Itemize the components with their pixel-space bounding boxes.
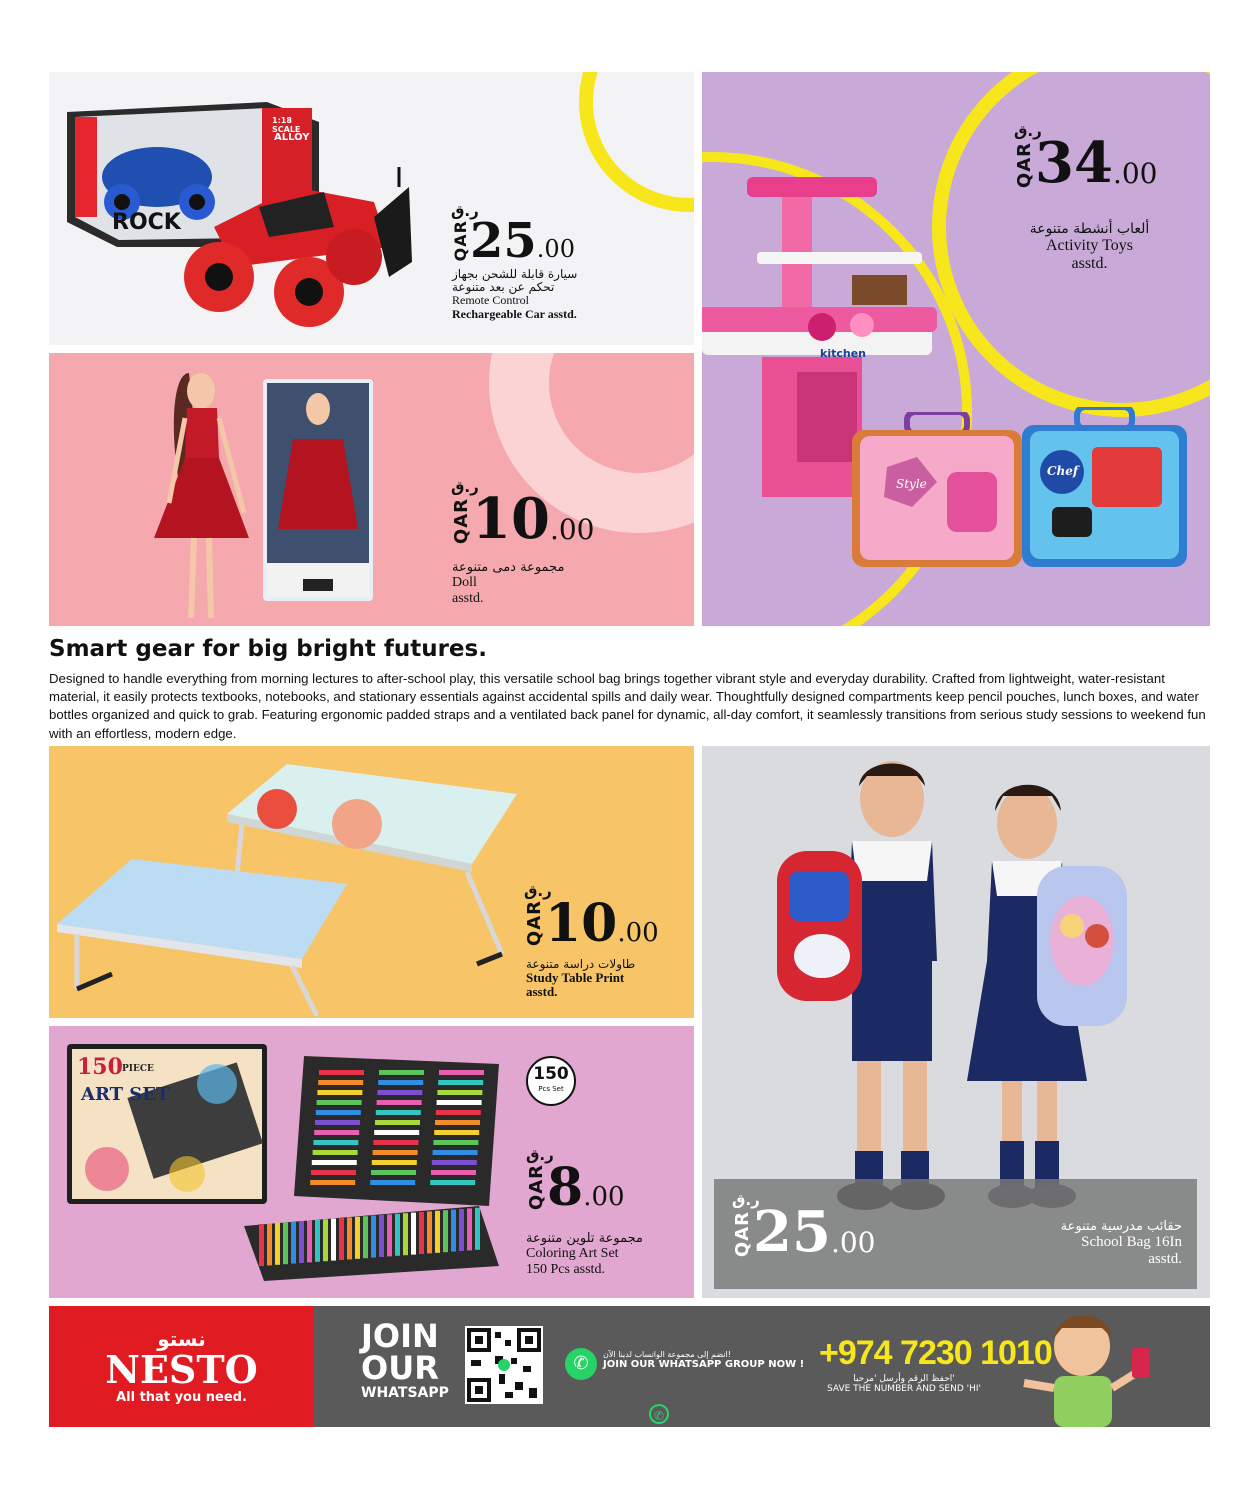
product-card-school-bag[interactable] bbox=[702, 746, 1210, 1298]
product-card-art-set[interactable] bbox=[49, 1026, 694, 1298]
marker bbox=[436, 1110, 481, 1115]
price-currency-ar: ر.ق bbox=[451, 478, 479, 496]
save-number-en: SAVE THE NUMBER AND SEND 'HI' bbox=[827, 1384, 982, 1394]
product-card-study-table[interactable] bbox=[49, 746, 694, 1018]
marker bbox=[374, 1130, 419, 1135]
marker bbox=[379, 1070, 424, 1075]
product-name-ar: ألعاب أنشطة متنوعة bbox=[1029, 221, 1150, 237]
art-box-title: ART SET bbox=[81, 1084, 170, 1105]
brand-tagline: All that you need. bbox=[116, 1390, 247, 1405]
marker bbox=[371, 1170, 416, 1175]
color-pencil bbox=[411, 1213, 416, 1255]
price-tag-study-table bbox=[524, 882, 659, 954]
price-tag-doll bbox=[451, 478, 595, 552]
color-pencil bbox=[259, 1224, 264, 1266]
color-pencil bbox=[355, 1217, 360, 1259]
art-box-piece: PIECE bbox=[122, 1064, 154, 1074]
price-currency: QAR bbox=[451, 220, 470, 262]
color-pencil bbox=[427, 1211, 432, 1253]
join-group-ar: انضم إلى مجموعة الواتساب لدينا الآن! bbox=[603, 1350, 731, 1359]
product-name-en-1: Study Table Print bbox=[526, 970, 625, 986]
color-pencil bbox=[467, 1208, 472, 1250]
price-tag-rc-car bbox=[451, 202, 575, 269]
color-pencil bbox=[291, 1222, 296, 1264]
art-set-open-case-image bbox=[244, 1056, 509, 1281]
price-decimal: .00 bbox=[830, 1225, 876, 1259]
color-pencil bbox=[379, 1215, 384, 1257]
product-name-ar-2: تحكم عن بعد متنوعة bbox=[452, 280, 555, 295]
price-currency-ar: ر.ق bbox=[1014, 122, 1042, 140]
price-currency: QAR bbox=[526, 1164, 547, 1211]
marker bbox=[431, 1170, 476, 1175]
marker bbox=[438, 1080, 483, 1085]
save-number-text bbox=[827, 1374, 981, 1394]
join-line-3: WHATSAPP bbox=[361, 1385, 449, 1401]
save-number-ar: احفظ الرقم وأرسل 'مرحبا' bbox=[853, 1374, 955, 1384]
whatsapp-phone-number[interactable]: +974 7230 1010 bbox=[819, 1334, 1052, 1372]
join-line-1: JOIN bbox=[361, 1317, 439, 1355]
badge-text: Pcs Set bbox=[538, 1085, 564, 1093]
marker bbox=[435, 1120, 480, 1125]
price-tag-art-set bbox=[526, 1146, 625, 1218]
product-name-en-2: asstd. bbox=[1148, 1250, 1182, 1267]
color-pencil bbox=[347, 1217, 352, 1259]
color-pencil bbox=[459, 1209, 464, 1251]
marker bbox=[433, 1140, 478, 1145]
price-integer: 25 bbox=[470, 212, 537, 269]
product-name-ar: طاولات دراسة متنوعة bbox=[526, 957, 636, 971]
product-card-rc-car[interactable] bbox=[49, 72, 694, 345]
study-table-image bbox=[57, 754, 527, 1016]
color-pencil bbox=[387, 1214, 392, 1256]
color-pencil bbox=[435, 1211, 440, 1253]
brand-name: NESTO bbox=[105, 1347, 258, 1392]
marker bbox=[370, 1180, 415, 1185]
price-decimal: .00 bbox=[549, 512, 595, 546]
color-pencil bbox=[283, 1222, 288, 1264]
color-pencil bbox=[299, 1221, 304, 1263]
color-pencil bbox=[371, 1216, 376, 1258]
color-pencil bbox=[331, 1219, 336, 1261]
whatsapp-qr-code[interactable] bbox=[465, 1326, 543, 1404]
price-currency: QAR bbox=[732, 1210, 753, 1257]
product-name-rc-car bbox=[452, 268, 577, 321]
cartoon-boy-illustration bbox=[1014, 1308, 1154, 1427]
price-integer: 10 bbox=[472, 486, 550, 552]
price-decimal: .00 bbox=[583, 1182, 625, 1213]
pink-playset-case-image bbox=[852, 412, 1022, 567]
box-brand-label: ROCK bbox=[112, 210, 181, 235]
product-card-activity-toys[interactable] bbox=[702, 72, 1210, 626]
product-name-en-2: asstd. bbox=[1071, 254, 1108, 272]
marker bbox=[437, 1100, 482, 1105]
color-pencil bbox=[275, 1223, 280, 1265]
color-pencil bbox=[395, 1214, 400, 1256]
color-pencil bbox=[403, 1213, 408, 1255]
product-name-en-2: asstd. bbox=[452, 590, 484, 606]
product-name-ar: مجموعة تلوين متنوعة bbox=[526, 1231, 643, 1246]
product-name-en-1: Remote Control bbox=[452, 293, 529, 308]
price-currency-ar: ر.ق bbox=[451, 202, 479, 220]
box-scale-label: 1:18 SCALE bbox=[272, 116, 301, 134]
section-body-copy: Designed to handle everything from morning lectures to after-school play, this versatile school bag brings together vibrant style and everyday durability. Crafted from lightweight, water-resistant material, it easily protects textbooks, notebooks, and stationary essentials against accidental spills and daily wear. Thoughtfully designed compartments keep pencil pouches, lunch boxes, and water bottles organized and quick to grab. Featuring ergonomic padded straps and a ventilated back panel for dynamic, all-day comfort, it seamlessly transitions from serious study sessions to weekend fun with an effortless, modern edge. bbox=[49, 671, 1206, 741]
product-name-en-1: School Bag 16In bbox=[1081, 1234, 1182, 1251]
marker bbox=[373, 1140, 418, 1145]
marker bbox=[372, 1160, 417, 1165]
price-decimal: .00 bbox=[536, 235, 575, 264]
kitchen-label: kitchen bbox=[820, 347, 866, 360]
color-pencil bbox=[267, 1223, 272, 1265]
marker bbox=[311, 1170, 356, 1175]
price-integer: 25 bbox=[753, 1199, 831, 1265]
blue-playset-case-image bbox=[1022, 407, 1187, 567]
color-pencil bbox=[475, 1208, 480, 1250]
marker bbox=[373, 1150, 418, 1155]
case-style-label: Style bbox=[896, 477, 927, 491]
pcs-set-badge bbox=[526, 1056, 576, 1106]
color-pencil bbox=[323, 1219, 328, 1261]
box-alloy-label: ALLOY bbox=[274, 132, 310, 143]
price-currency: QAR bbox=[451, 497, 472, 544]
color-pencil bbox=[307, 1220, 312, 1262]
whatsapp-footer-banner bbox=[49, 1306, 1210, 1427]
product-name-activity-toys bbox=[1002, 222, 1177, 273]
product-name-en-2: asstd. bbox=[526, 984, 558, 1000]
join-whatsapp-heading bbox=[361, 1317, 449, 1402]
product-card-doll[interactable] bbox=[49, 353, 694, 626]
whatsapp-icon[interactable]: ✆ bbox=[565, 1348, 597, 1380]
product-name-en-2: Rechargeable Car asstd. bbox=[452, 306, 577, 321]
red-rc-car-image bbox=[174, 167, 414, 337]
color-pencil bbox=[451, 1210, 456, 1252]
product-name-ar: حقائب مدرسية متنوعة bbox=[1060, 1219, 1182, 1234]
color-pencil bbox=[315, 1220, 320, 1262]
art-set-box-image bbox=[67, 1044, 267, 1204]
marker bbox=[316, 1110, 361, 1115]
price-currency: QAR bbox=[524, 900, 545, 947]
marker bbox=[437, 1090, 482, 1095]
price-integer: 8 bbox=[547, 1156, 584, 1218]
price-currency-ar: ر.ق bbox=[732, 1191, 760, 1209]
doll-figure-image bbox=[149, 363, 259, 625]
marker bbox=[317, 1090, 362, 1095]
product-name-ar-1: سيارة قابلة للشحن بجهاز bbox=[452, 267, 578, 281]
price-tag-activity-toys bbox=[1014, 122, 1158, 196]
marker bbox=[315, 1120, 360, 1125]
price-tag-school-bag bbox=[732, 1191, 876, 1265]
case-chef-label: Chef bbox=[1047, 464, 1079, 478]
badge-number: 150 bbox=[533, 1064, 569, 1084]
whatsapp-small-icon: ✆ bbox=[649, 1404, 669, 1424]
marker bbox=[313, 1140, 358, 1145]
product-name-school-bag bbox=[1012, 1220, 1182, 1267]
product-name-doll bbox=[452, 561, 564, 606]
brand-arabic: نستو bbox=[157, 1327, 206, 1351]
product-name-en-1: Coloring Art Set bbox=[526, 1246, 619, 1262]
art-box-number: 150 bbox=[77, 1054, 123, 1080]
marker bbox=[439, 1070, 484, 1075]
marker bbox=[314, 1130, 359, 1135]
color-pencil bbox=[339, 1218, 344, 1260]
marker bbox=[430, 1180, 475, 1185]
product-name-en-2: 150 Pcs asstd. bbox=[526, 1261, 605, 1277]
product-name-ar: مجموعة دمى متنوعة bbox=[452, 560, 565, 575]
color-pencil bbox=[363, 1216, 368, 1258]
doll-box-image bbox=[263, 379, 373, 601]
marker bbox=[378, 1080, 423, 1085]
color-pencil bbox=[443, 1210, 448, 1252]
join-group-en: JOIN OUR WHATSAPP GROUP NOW ! bbox=[603, 1359, 805, 1370]
price-currency: QAR bbox=[1014, 141, 1035, 188]
price-currency-ar: ر.ق bbox=[524, 882, 552, 900]
nesto-logo[interactable] bbox=[49, 1306, 314, 1427]
price-integer: 34 bbox=[1035, 130, 1113, 196]
marker bbox=[432, 1160, 477, 1165]
product-name-en-1: Activity Toys bbox=[1045, 237, 1134, 255]
price-decimal: .00 bbox=[1112, 156, 1158, 190]
product-name-study-table bbox=[526, 958, 635, 1000]
price-currency-ar: ر.ق bbox=[526, 1146, 554, 1164]
marker bbox=[377, 1090, 422, 1095]
decorative-ring bbox=[579, 72, 694, 212]
marker bbox=[434, 1130, 479, 1135]
marker bbox=[317, 1100, 362, 1105]
marker bbox=[319, 1070, 364, 1075]
product-name-art-set bbox=[526, 1232, 643, 1277]
children-with-school-bags-image bbox=[767, 751, 1127, 1221]
price-integer: 10 bbox=[545, 892, 618, 954]
marker bbox=[376, 1110, 421, 1115]
marker bbox=[313, 1150, 358, 1155]
marker bbox=[310, 1180, 355, 1185]
marker bbox=[377, 1100, 422, 1105]
join-group-text bbox=[603, 1350, 804, 1370]
marker bbox=[375, 1120, 420, 1125]
product-name-en-1: Doll bbox=[452, 575, 477, 591]
section-headline: Smart gear for big bright futures. bbox=[49, 636, 487, 662]
color-pencil bbox=[419, 1212, 424, 1254]
price-decimal: .00 bbox=[617, 918, 659, 949]
join-line-2: OUR bbox=[361, 1349, 439, 1387]
marker bbox=[318, 1080, 363, 1085]
marker bbox=[433, 1150, 478, 1155]
marker bbox=[312, 1160, 357, 1165]
